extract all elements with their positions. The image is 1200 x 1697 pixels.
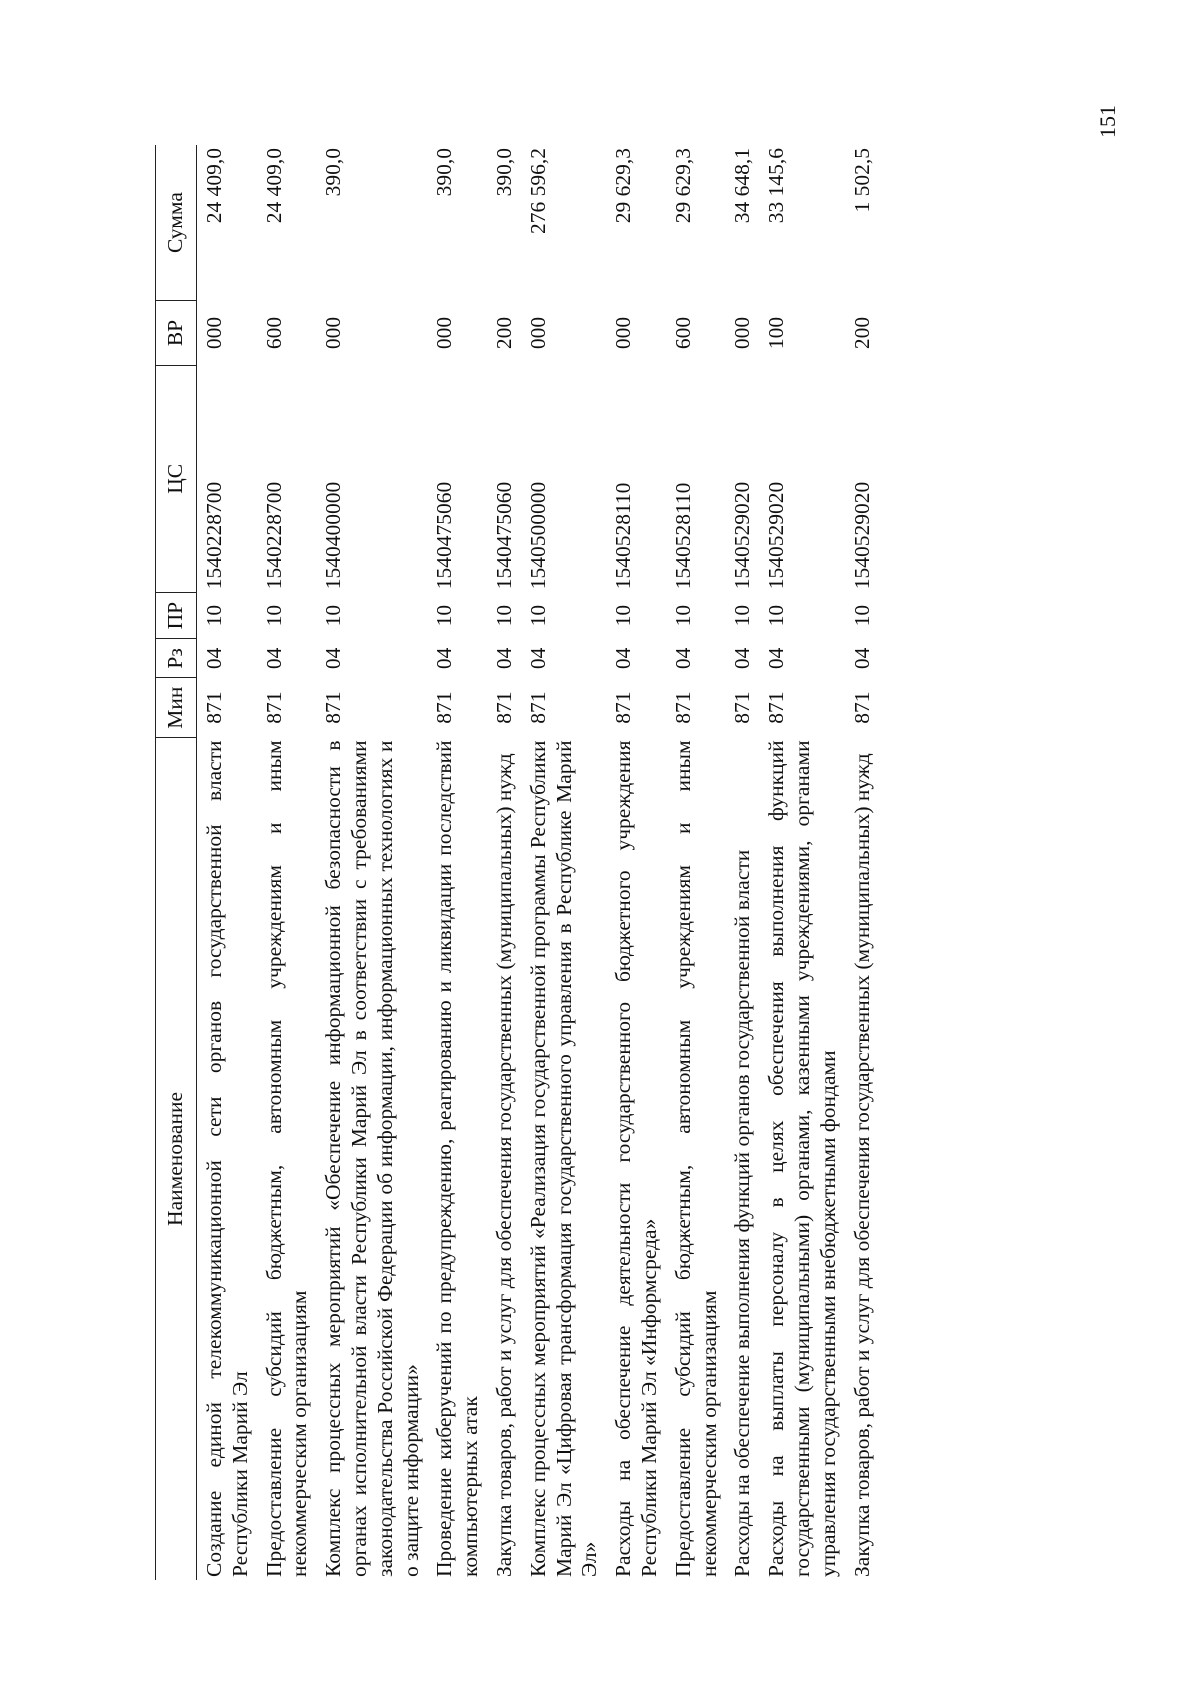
table-row: [666, 145, 726, 1580]
cell-pr: 10: [764, 604, 789, 627]
cell-name: Создание единой телекоммуникационной сети органов государственной власти Республики Марий Эл: [202, 740, 252, 1577]
cell-cs: 1540500000: [525, 481, 550, 590]
cell-rz: 04: [670, 647, 695, 670]
cell-sum: 24 409,0: [261, 148, 286, 224]
header-cs: ЦС: [156, 365, 197, 592]
table-header-row: [156, 145, 197, 1580]
cell-vr: 000: [730, 316, 755, 350]
cell-min: 871: [764, 691, 789, 724]
table-row: [759, 145, 844, 1580]
table-row: [487, 145, 521, 1580]
cell-cs: 1540528110: [670, 482, 695, 590]
cell-vr: 000: [321, 316, 346, 350]
header-min: Мин: [156, 678, 197, 738]
cell-name: Расходы на обеспечение выполнения функций органов государственной власти: [730, 849, 755, 1577]
cell-vr: 100: [764, 316, 789, 350]
cell-vr: 200: [849, 316, 874, 350]
cell-name: Закупка товаров, работ и услуг для обеспечения государственных (муниципальных) нужд: [491, 753, 516, 1577]
cell-cs: 1540475060: [432, 481, 457, 590]
cell-pr: 10: [491, 604, 516, 627]
cell-name: Проведение киберучений по предупреждению, реагированию и ликвидации последствий компьютерных атак: [432, 740, 483, 1577]
cell-pr: 10: [611, 604, 636, 627]
cell-min: 871: [525, 691, 550, 724]
cell-cs: 1540228700: [202, 481, 226, 590]
cell-name: Комплекс процессных мероприятий «Реализация государственной программы Республики Марий Эл «Цифровая трансформация государственного управления в Республике Марий Эл»: [525, 740, 602, 1577]
cell-rz: 04: [730, 647, 755, 670]
cell-pr: 10: [849, 604, 874, 627]
table-row: [606, 145, 666, 1580]
cell-pr: 10: [321, 604, 346, 627]
cell-vr: 600: [670, 316, 695, 350]
cell-min: 871: [730, 691, 755, 724]
header-name: Наименование: [156, 737, 197, 1580]
cell-sum: 34 648,1: [730, 148, 755, 224]
cell-min: 871: [491, 691, 516, 724]
cell-sum: 24 409,0: [202, 148, 226, 224]
cell-vr: 000: [525, 316, 550, 350]
budget-table: [155, 145, 878, 1580]
cell-name: Предоставление субсидий бюджетным, автономным учреждениям и иным некоммерческим организациям: [670, 740, 721, 1577]
table-row: [725, 145, 759, 1580]
header-rz: Рз: [156, 639, 197, 678]
cell-sum: 390,0: [321, 148, 346, 197]
table-row: [197, 145, 257, 1580]
cell-rz: 04: [321, 647, 346, 670]
cell-rz: 04: [202, 647, 226, 670]
cell-rz: 04: [764, 647, 789, 670]
cell-cs: 1540475060: [491, 481, 516, 590]
cell-pr: 10: [261, 604, 286, 627]
cell-vr: 000: [202, 316, 226, 350]
header-pr: ПР: [156, 592, 197, 639]
cell-name: Предоставление субсидий бюджетным, автономным учреждениям и иным некоммерческим организациям: [261, 740, 312, 1577]
cell-rz: 04: [432, 647, 457, 670]
cell-name: Расходы на обеспечение деятельности государственного бюджетного учреждения Республики Марий Эл «Информсреда»: [611, 740, 661, 1577]
cell-min: 871: [611, 691, 636, 724]
cell-cs: 1540400000: [321, 481, 346, 590]
cell-rz: 04: [261, 647, 286, 670]
cell-cs: 1540529020: [730, 481, 755, 590]
cell-sum: 29 629,3: [670, 148, 695, 224]
table-row: [257, 145, 317, 1580]
page-number: 151: [1095, 105, 1120, 138]
cell-rz: 04: [611, 647, 636, 670]
cell-vr: 200: [491, 316, 516, 350]
header-sum: Сумма: [156, 145, 197, 301]
cell-pr: 10: [432, 604, 457, 627]
cell-vr: 600: [261, 316, 286, 350]
cell-rz: 04: [491, 647, 516, 670]
cell-pr: 10: [670, 604, 695, 627]
cell-sum: 276 596,2: [525, 148, 550, 234]
table-row: [316, 145, 427, 1580]
cell-vr: 000: [432, 316, 457, 350]
rotated-table-container: [155, 145, 1055, 1580]
cell-min: 871: [670, 691, 695, 724]
cell-rz: 04: [849, 647, 874, 670]
cell-cs: 1540228700: [261, 481, 286, 590]
cell-rz: 04: [525, 647, 550, 670]
cell-min: 871: [849, 691, 874, 724]
cell-pr: 10: [525, 604, 550, 627]
cell-sum: 390,0: [491, 148, 516, 197]
cell-pr: 10: [730, 604, 755, 627]
cell-pr: 10: [202, 604, 226, 627]
cell-sum: 1 502,5: [849, 148, 874, 213]
cell-name: Комплекс процессных мероприятий «Обеспечение информационной безопасности в органах исполнительной власти Республики Марий Эл в соответствии с требованиями законодательства Российской Федерации об информации, информационных технологиях и о защите информации»: [321, 740, 423, 1577]
cell-sum: 33 145,6: [764, 148, 789, 224]
cell-name: Закупка товаров, работ и услуг для обеспечения государственных (муниципальных) нужд: [849, 753, 874, 1577]
cell-min: 871: [432, 691, 457, 724]
cell-min: 871: [321, 691, 346, 724]
cell-sum: 390,0: [432, 148, 457, 197]
cell-cs: 1540528110: [611, 482, 636, 590]
cell-min: 871: [202, 691, 226, 724]
cell-cs: 1540529020: [764, 481, 789, 590]
table-row: [427, 145, 487, 1580]
table-row: [845, 145, 879, 1580]
cell-cs: 1540529020: [849, 481, 874, 590]
cell-min: 871: [261, 691, 286, 724]
header-vr: ВР: [156, 301, 197, 366]
table-row: [521, 145, 606, 1580]
cell-name: Расходы на выплаты персоналу в целях обеспечения выполнения функций государственными (муниципальными) органами, казенными учреждениями, органами управления государственными внебюджетными фондами: [764, 740, 840, 1577]
cell-vr: 000: [611, 316, 636, 350]
cell-sum: 29 629,3: [611, 148, 636, 224]
